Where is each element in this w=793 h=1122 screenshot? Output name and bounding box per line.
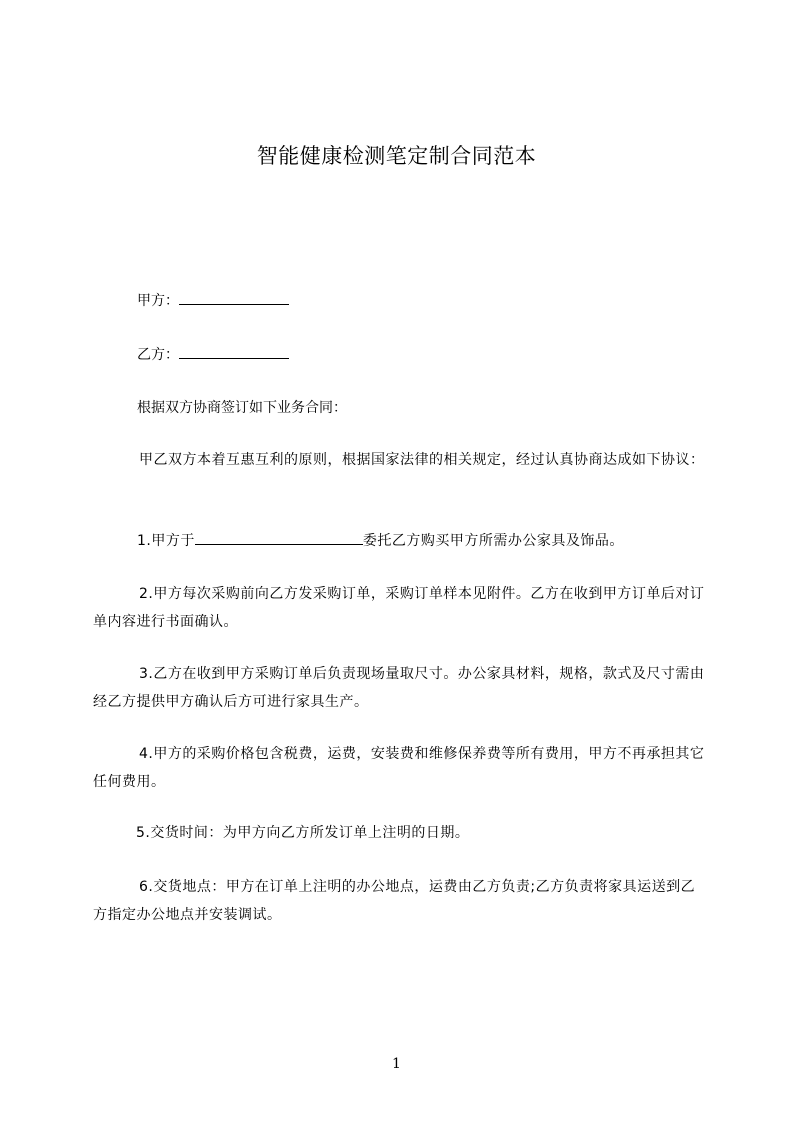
clause-6-text: 6.交货地点：甲方在订单上注明的办公地点，运费由乙方负责;乙方负责将家具运送到乙方指定办公地点并安装调试。 — [93, 879, 696, 923]
clause-1-prefix: 1.甲方于 — [137, 533, 195, 549]
intro-text: 根据双方协商签订如下业务合同： — [137, 400, 347, 416]
clause-5-text: 5.交货时间：为甲方向乙方所发订单上注明的日期。 — [136, 825, 470, 841]
clause-3-text: 3.乙方在收到甲方采购订单后负责现场量取尺寸。办公家具材料，规格，款式及尺寸需由经乙方提供甲方确认后方可进行家具生产。 — [93, 666, 705, 710]
preamble-paragraph — [93, 446, 707, 474]
party-b-line — [137, 344, 289, 365]
party-a-line — [137, 290, 289, 311]
party-a-blank — [179, 290, 289, 305]
clause-1 — [93, 527, 707, 555]
party-b-blank — [179, 344, 289, 359]
clause-1-suffix: 委托乙方购买甲方所需办公家具及饰品。 — [362, 533, 624, 549]
clause-2 — [93, 580, 707, 636]
clause-4 — [93, 740, 707, 796]
clause-6 — [93, 873, 707, 929]
page-number: 1 — [392, 1056, 401, 1072]
party-a-label: 甲方： — [137, 293, 179, 309]
clause-2-text: 2.甲方每次采购前向乙方发采购订单，采购订单样本见附件。乙方在收到甲方订单后对订单内容进行书面确认。 — [93, 586, 705, 630]
clause-4-text: 4.甲方的采购价格包含税费，运费，安装费和维修保养费等所有费用，甲方不再承担其它任何费用。 — [93, 746, 705, 790]
party-b-label: 乙方： — [137, 347, 179, 363]
clause-3 — [93, 660, 707, 716]
clause-1-date-blank — [195, 530, 363, 545]
document-title: 智能健康检测笔定制合同范本 — [256, 144, 537, 168]
preamble-text: 甲乙双方本着互惠互利的原则，根据国家法律的相关规定，经过认真协商达成如下协议： — [139, 452, 705, 468]
clause-5 — [93, 819, 707, 847]
